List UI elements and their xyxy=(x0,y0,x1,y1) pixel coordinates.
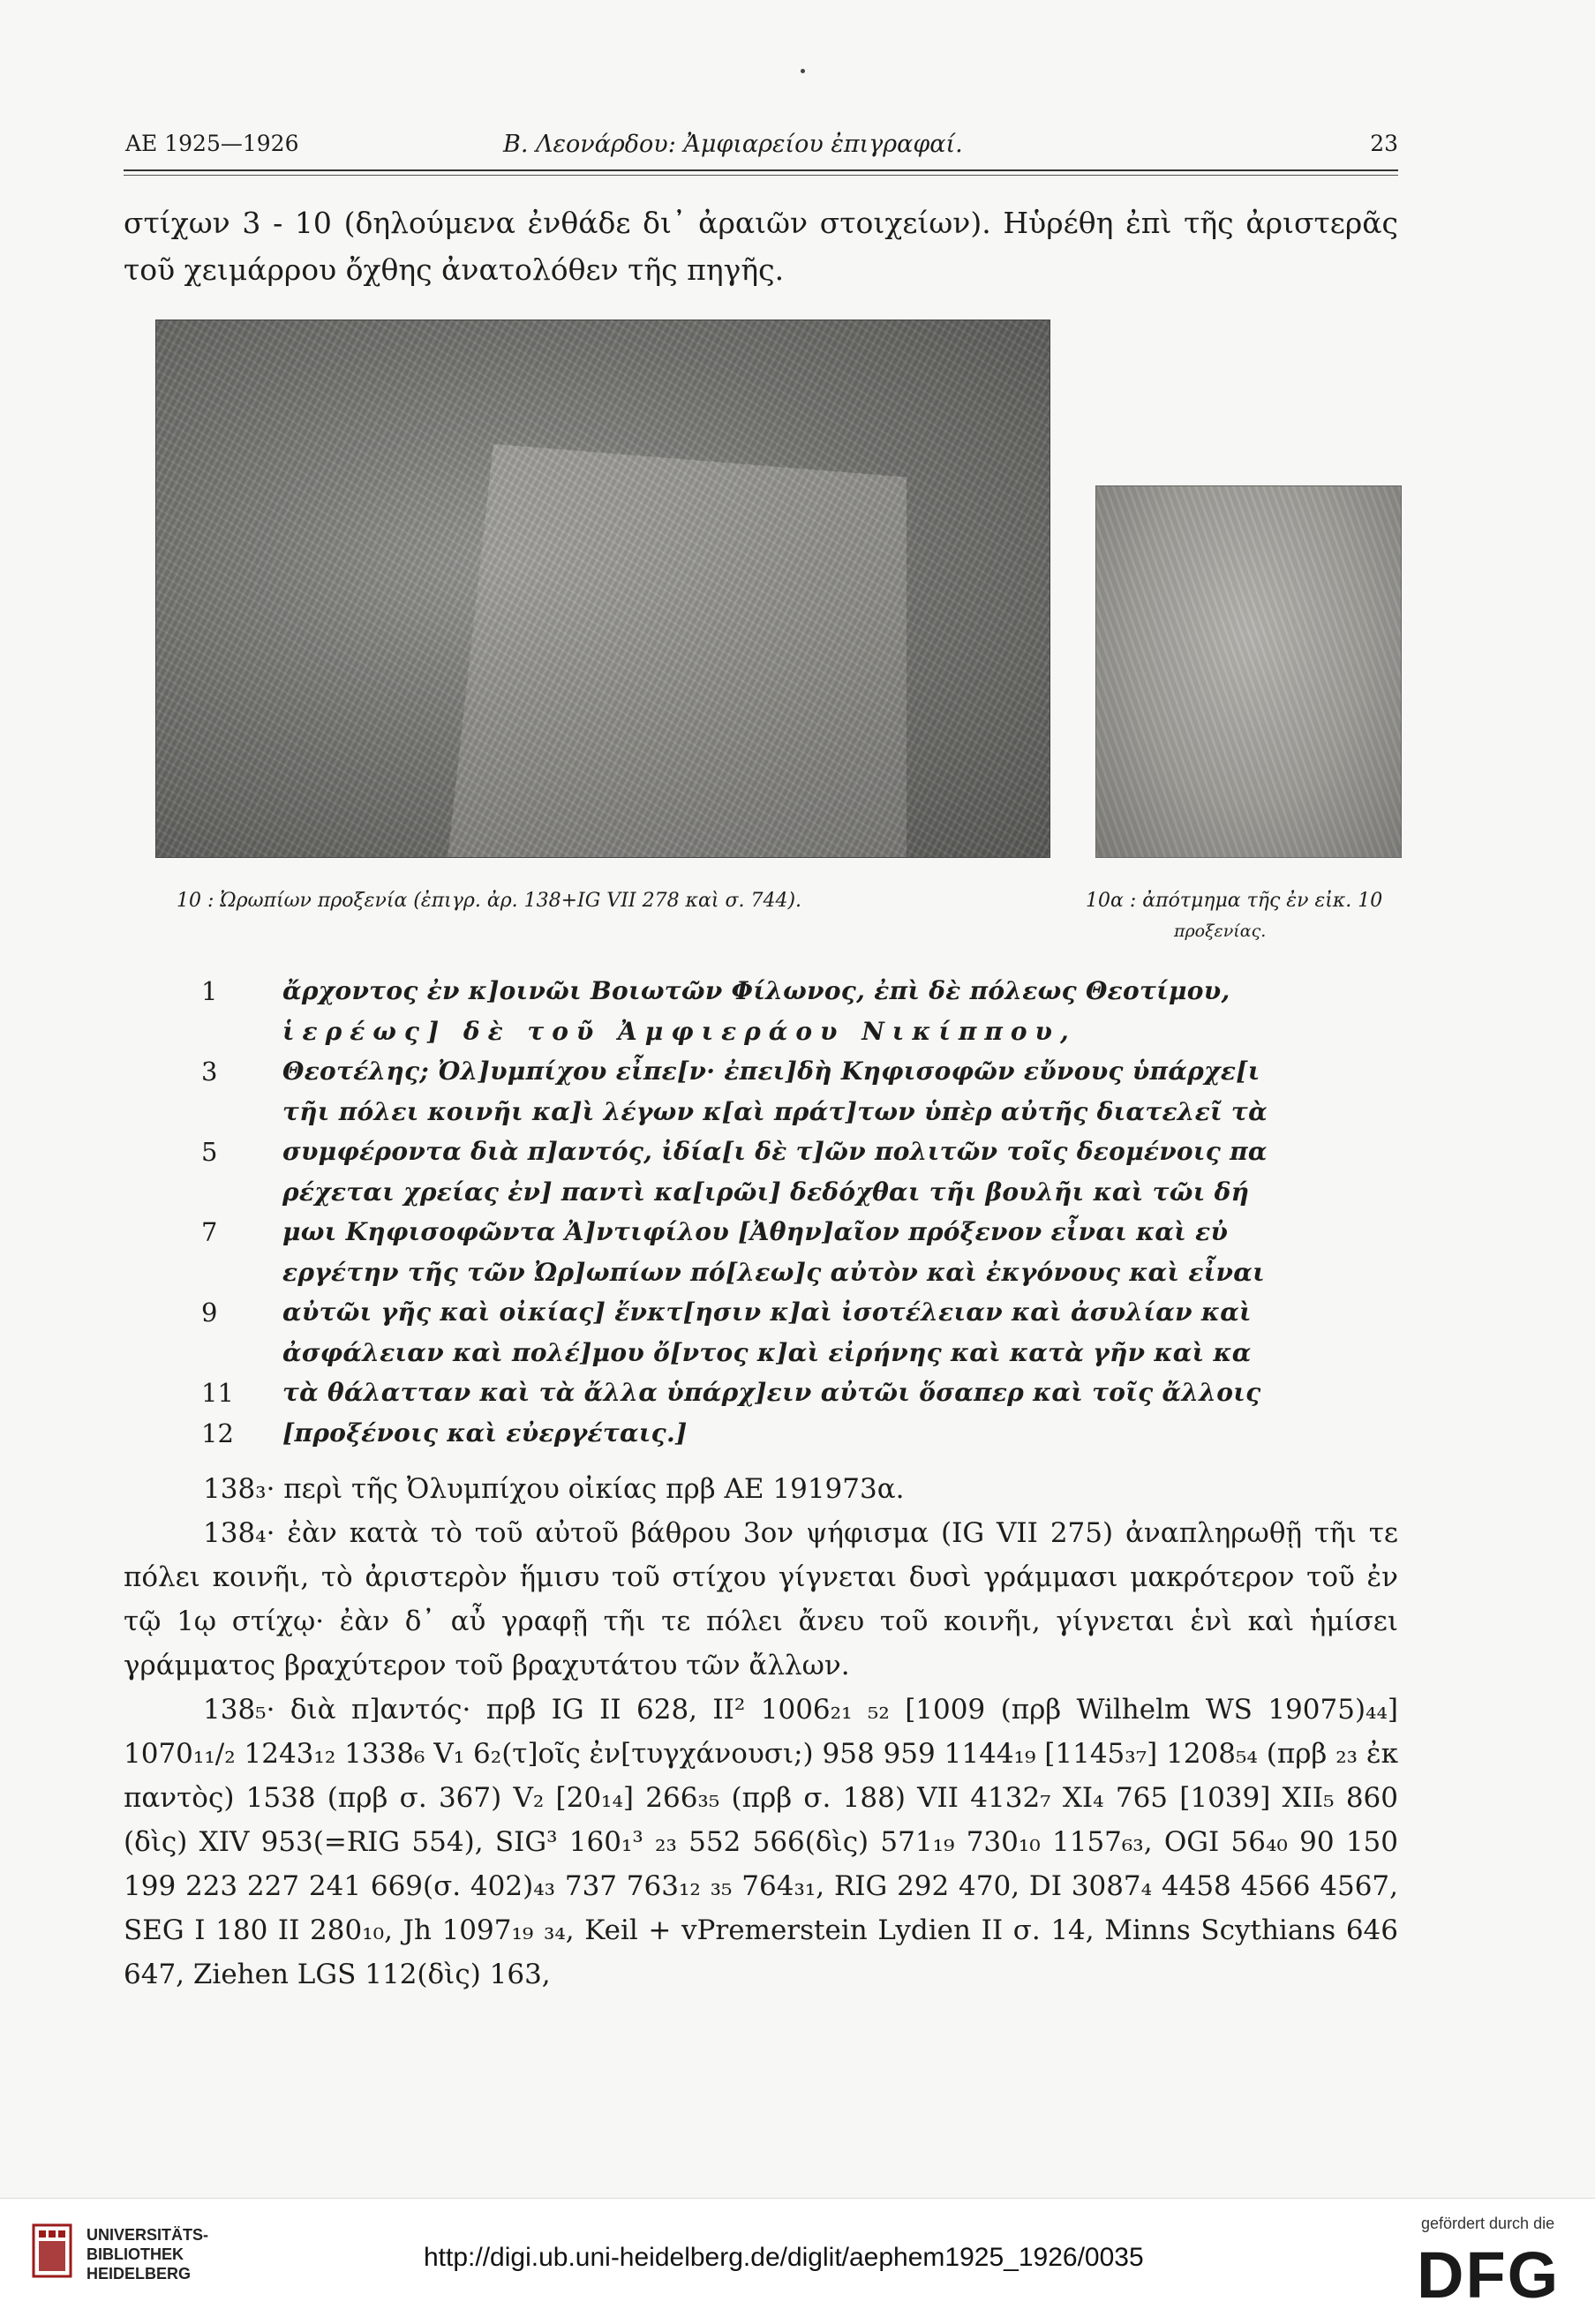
running-head xyxy=(124,131,1398,171)
line-text: αὐτῶι γῆς καὶ οἰκίας] ἔνκτ[ησιν κ]αὶ ἰσοτέλειαν καὶ ἀσυλίαν καὶ xyxy=(282,1297,1252,1327)
line-number: 7 xyxy=(201,1217,218,1247)
line-text: Θεοτέλης; Ὀλ]υμπίχου εἶπε[ν· ἐπει]δὴ Κηφισοφῶν εὔνους ὑπάρχε[ι xyxy=(282,1057,1260,1086)
line-text: ἀσφάλειαν καὶ πολέ]μου ὄ[ντος κ]αὶ εἰρήνης καὶ κατὰ γῆν καὶ κα xyxy=(282,1337,1252,1367)
line-number: 3 xyxy=(201,1057,218,1087)
line-number: 12 xyxy=(201,1418,234,1448)
line-text: τὰ θάλατταν καὶ τὰ ἄλλα ὑπάρχ]ειν αὐτῶι ὅσαπερ καὶ τοῖς ἄλλοις xyxy=(282,1378,1261,1407)
header-rule-thin xyxy=(124,175,1398,176)
inscription-line xyxy=(0,1418,1595,1457)
header-rule xyxy=(124,169,1398,171)
line-text: τῆι πόλει κοινῆι κα]ὶ λέγων κ[αὶ πράτ]των ὑπὲρ αὐτῆς διατελεῖ τὰ xyxy=(282,1096,1268,1126)
inscription-line xyxy=(0,1217,1595,1256)
footer-bar xyxy=(0,2198,1595,2324)
line-text: εργέτην τῆς τῶν Ὠρ]ωπίων πό[λεω]ς αὐτὸν καὶ ἐκγόνους καὶ εἶναι xyxy=(282,1257,1265,1287)
line-number: 1 xyxy=(201,976,218,1006)
page-mark xyxy=(801,69,805,73)
note-138-4: 138₄· ἐὰν κατὰ τὸ τοῦ αὐτοῦ βάθρου 3ον ψήφισμα (IG VII 275) ἀναπληρωθῇ τῆι τε πόλει κοινῆι, τὸ ἀριστερὸν ἥμισυ τοῦ στίχου γίγνεται δυσὶ γράμμασι μακρότερον τοῦ ἐν τῷ 1ῳ στίχῳ· ἐὰν δ᾽ αὖ γραφῇ τῆι τε πόλει ἄνευ τοῦ κοινῆι, γίγνεται ἑνὶ καὶ ἡμίσει γράμματος βραχύτερον τοῦ βραχυτάτου τῶν ἄλλων. xyxy=(124,1517,1398,1681)
line-text: ἱερέως] δὲ τοῦ Ἀμφιεράου Νικίππου, xyxy=(282,1016,1077,1046)
figure-10a-caption-cont: προξενίας. xyxy=(1174,921,1267,941)
dfg-logo: DFG xyxy=(1417,2238,1561,2312)
line-number: 11 xyxy=(201,1378,234,1408)
inscription-photo xyxy=(155,320,1050,858)
library-name: UNIVERSITÄTS- BIBLIOTHEK HEIDELBERG xyxy=(87,2226,209,2283)
article-title: Β. Λεονάρδου: Ἀμφιαρείου ἐπιγραφαί. xyxy=(503,131,963,158)
note-138-3: 138₃· περὶ τῆς Ὀλυμπίχου οἰκίας πρβ ΑΕ 191973α. xyxy=(203,1473,905,1505)
line-text: συμφέροντα διὰ π]αντός, ἰδία[ι δὲ τ]ῶν πολιτῶν τοῖς δεομένοις πα xyxy=(282,1137,1268,1166)
line-text: ρέχεται χρείας ἐν] παντὶ κα[ιρῶι] δεδόχθαι τῆι βουλῆι καὶ τῶι δή xyxy=(282,1177,1250,1207)
inscription-line xyxy=(0,1378,1595,1417)
note-138-5: 138₅· διὰ π]αντός· πρβ IG II 628, II² 1006₂₁ ₅₂ [1009 (πρβ Wilhelm WS 19075)₄₄] 1070₁₁/₂ 1243₁₂ 1338₆ V₁ 6₂(τ]οῖς ἐν[τυγχάνουσι;) 958 959 1144₁₉ [1145₃₇] 1208₅₄ (πρβ ₂₃ ἐκ παντὸς) 1538 (πρβ σ. 367) V₂ [20₁₄] 266₃₅ (πρβ σ. 188) VII 4132₇ XI₄ 765 [1039] XII₅ 860 (δὶς) XIV 953(=RIG 554), SIG³ 160₁³ ₂₃ 552 566(δὶς) 571₁₉ 730₁₀ 1157₆₃, OGI 56₄₀ 90 150 199 223 227 241 669(σ. 402)₄₃ 737 763₁₂ ₃₅ 764₃₁, RIG 292 470, DI 3087₄ 4458 4566 4567, SEG I 180 II 280₁₀, Jh 1097₁₉ ₃₄, Keil + vPremerstein Lydien II σ. 14, Minns Scythians 646 647, Ziehen LGS 112(δὶς) 163, xyxy=(124,1694,1398,1990)
intro-paragraph: στίχων 3 - 10 (δηλούμενα ἐνθάδε δι᾽ ἀραιῶν στοιχείων). Ηὑρέθη ἐπὶ τῆς ἀριστερᾶς τοῦ χειμάρρου ὄχθης ἀνατολόθεν τῆς πηγῆς. xyxy=(124,206,1398,287)
journal-volume: ΑΕ 1925—1926 xyxy=(125,131,299,156)
page-number: 23 xyxy=(1370,131,1398,156)
inscription-line xyxy=(0,1297,1595,1336)
inscription-line xyxy=(0,1017,1595,1056)
figure-10-caption: 10 : Ὠρωπίων προξενία (ἐπιγρ. ἀρ. 138+IG VII 278 καὶ σ. 744). xyxy=(177,890,802,912)
inscription-line xyxy=(0,1177,1595,1216)
university-library-logo-icon xyxy=(32,2223,72,2278)
inscription-line xyxy=(0,1057,1595,1095)
inscription-line xyxy=(0,1258,1595,1297)
inscription-line xyxy=(0,1137,1595,1176)
inscription-line xyxy=(0,1338,1595,1377)
figure-10a-caption: 10α : ἀπότμημα τῆς ἐν εἰκ. 10 xyxy=(1086,890,1383,912)
line-text: [προξένοις καὶ εὐεργέταις.] xyxy=(282,1418,688,1448)
inscription-line xyxy=(0,976,1595,1015)
line-number: 9 xyxy=(201,1297,218,1327)
inscription-line xyxy=(0,1097,1595,1136)
line-text: ἄρχοντος ἐν κ]οινῶι Βοιωτῶν Φίλωνος, ἐπὶ δὲ πόλεως Θεοτίμου, xyxy=(282,976,1230,1005)
fragment-photo xyxy=(1095,485,1402,858)
line-text: μωι Κηφισοφῶντα Ἀ]ντιφίλου [Ἀθην]αῖον πρόξενον εἶναι καὶ εὐ xyxy=(282,1217,1229,1246)
line-number: 5 xyxy=(201,1137,218,1167)
commentary xyxy=(124,1467,1398,1997)
funded-by-label: gefördert durch die xyxy=(1421,2215,1555,2232)
source-url-link[interactable]: http://digi.ub.uni-heidelberg.de/diglit/aephem1925_1926/0035 xyxy=(424,2243,1144,2272)
